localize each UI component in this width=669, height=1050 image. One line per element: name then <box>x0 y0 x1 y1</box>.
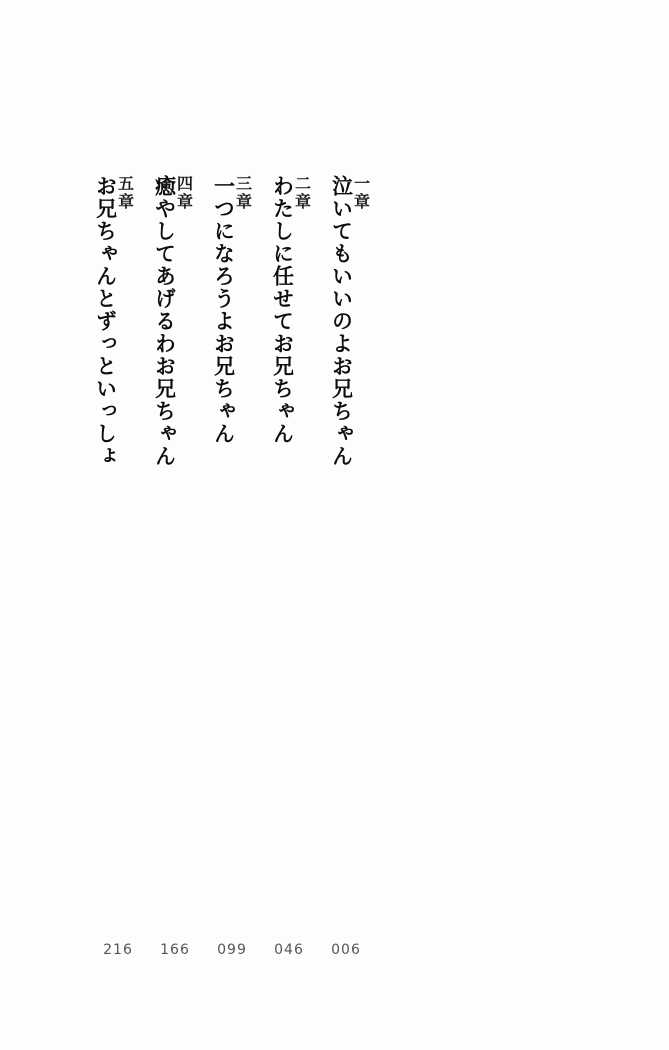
toc-chapter-number: 一章 <box>351 175 371 211</box>
toc-page-number: 006 <box>331 942 361 958</box>
toc-chapter-title: わたしに任せてお兄ちゃん <box>270 175 296 445</box>
toc-chapter-number: 二章 <box>292 175 312 211</box>
toc-chapter-number: 三章 <box>233 175 253 211</box>
toc-page-number-row <box>0 942 669 958</box>
table-of-contents <box>0 175 669 875</box>
toc-page-number: 099 <box>217 942 247 958</box>
toc-entry[interactable] <box>152 175 194 875</box>
toc-chapter-title: 癒やしてあげるわお兄ちゃん <box>152 175 178 468</box>
toc-chapter-title: お兄ちゃんとずっといっしょ <box>93 175 119 468</box>
toc-entry[interactable] <box>211 175 253 875</box>
toc-page-number: 166 <box>160 942 190 958</box>
toc-chapter-number: 四章 <box>174 175 194 211</box>
toc-entry[interactable] <box>270 175 312 875</box>
toc-chapter-number: 五章 <box>115 175 135 211</box>
toc-page-number: 046 <box>274 942 304 958</box>
toc-page-number: 216 <box>103 942 133 958</box>
toc-chapter-title: 一つになろうよお兄ちゃん <box>211 175 237 445</box>
toc-entry[interactable] <box>93 175 135 875</box>
toc-chapter-title: 泣いてもいいのよお兄ちゃん <box>329 175 355 468</box>
toc-entry[interactable] <box>329 175 371 875</box>
